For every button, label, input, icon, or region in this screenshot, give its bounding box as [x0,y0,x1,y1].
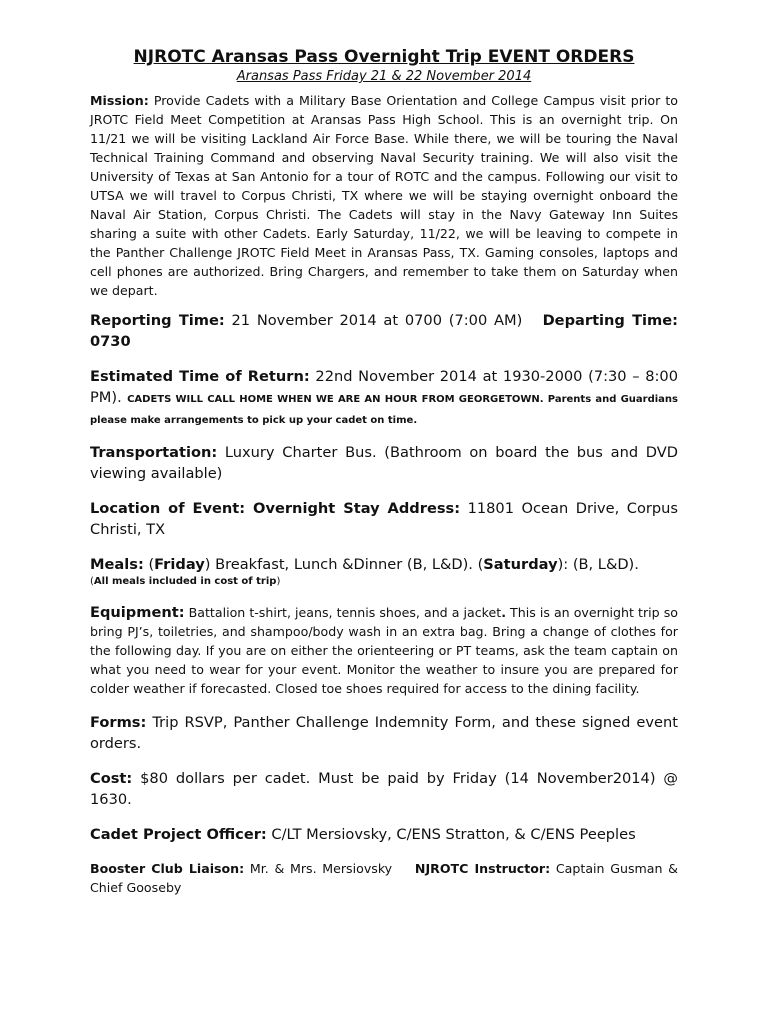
meals-saturday: Saturday [483,556,558,573]
forms-text: Trip RSVP, Panther Challenge Indemnity Form, and these signed event orders. [90,714,678,752]
instructor-text: Captain Gusman & Chief Gooseby [90,861,678,895]
transportation-text: Luxury Charter Bus. (Bathroom on board the bus and DVD viewing available) [90,444,678,482]
equipment-text1: Battalion t-shirt, jeans, tennis shoes, and a jacket [188,605,502,620]
equipment-section: Equipment: Battalion t-shirt, jeans, tennis shoes, and a jacket. This is an overnight trip so bring PJ’s, toiletries, and shampoo/body wash in an extra bag. Bring a change of clothes for the following day. If you are on either the orienteering or PT teams, ask the team captain on what you need to wear for your event. Monitor the weather to insure you are prepared for colder weather if forecasted. Closed toe shoes required for access to the dining facility. [90,604,678,696]
reporting-section [90,310,678,352]
cost-section [90,768,678,810]
booster-label: Booster Club Liaison: [90,861,245,876]
cost-label: Cost: [90,770,133,787]
contacts-section [90,859,678,897]
officer-text: C/LT Mersiovsky, C/ENS Stratton, & C/ENS Peeples [271,826,636,843]
return-text: 22nd November 2014 at 1930-2000 (7:30 – 8:00 PM). [90,368,679,406]
departing-label: Departing Time: [542,312,678,329]
return-label: Estimated Time of Return: [90,368,310,385]
meals-friday-text: ) Breakfast, Lunch &Dinner (B, L&D). ( [204,556,484,573]
location-label: Location of Event: Overnight Stay Address: [90,500,461,517]
transportation-section [90,442,678,484]
location-section [90,498,678,540]
reporting-text: 21 November 2014 at 0700 (7:00 AM) [231,312,523,329]
page-subtitle: Aransas Pass Friday 21 & 22 November 2014 [236,69,532,84]
document-body [90,46,678,897]
location-text: 11801 Ocean Drive, Corpus Christi, TX [90,500,679,538]
booster-text: Mr. & Mrs. Mersiovsky [249,861,393,876]
departing-value: 0730 [90,333,131,350]
forms-section [90,712,678,754]
equipment-text2: This is an overnight trip so bring PJ’s, toiletries, and shampoo/body wash in an extra bag. Bring a change of clothes for the following day. If you are on either the orienteering or PT teams, ask the team captain on what you need to wear for your event. Monitor the weather to insure you are prepared for colder weather if forecasted. Closed toe shoes required for access to the dining facility. [90,605,678,696]
meals-friday: Friday [154,556,205,573]
officer-section [90,824,678,845]
meals-section: Meals: (Friday) Breakfast, Lunch &Dinner (B, L&D). (Saturday): (B, L&D). (All meals included in cost of trip) [90,554,678,589]
transportation-label: Transportation: [90,444,218,461]
return-section [90,366,678,428]
mission-label: Mission: [90,93,149,108]
meals-label: Meals: [90,556,144,573]
mission-section [90,91,678,300]
reporting-label: Reporting Time: [90,312,225,329]
equipment-label: Equipment: [90,604,185,621]
mission-text: Provide Cadets with a Military Base Orientation and College Campus visit prior to JROTC Field Meet Competition at Aransas Pass High School. This is an overnight trip. On 11/21 we will be visiting Lackland Air Force Base. While there, we will be touring the Naval Technical Training Command and observing Naval Security training. We will also visit the University of Texas at San Antonio for a tour of ROTC and the campus. Following our visit to UTSA we will travel to Corpus Christi, TX where we will be staying overnight onboard the Naval Air Station, Corpus Christi. The Cadets will stay in the Navy Gateway Inn Suites sharing a suite with other Cadets. Early Saturday, 11/22, we will be leaving to compete in the Panther Challenge JROTC Field Meet in Aransas Pass, TX. Gaming consoles, laptops and cell phones are authorized. Bring Chargers, and remember to take them on Saturday when we depart. [90,93,678,298]
forms-label: Forms: [90,714,147,731]
cost-text: $80 dollars per cadet. Must be paid by Friday (14 November2014) @ 1630. [90,770,679,808]
meals-saturday-text: ): (B, L&D). [557,556,639,573]
officer-label: Cadet Project Officer: [90,826,267,843]
meals-note: (All meals included in cost of trip) [90,576,281,587]
return-note: CADETS WILL CALL HOME WHEN WE ARE AN HOUR FROM GEORGETOWN. Parents and Guardians please make arrangements to pick up your cadet on time. [90,394,678,426]
instructor-label: NJROTC Instructor: [414,861,551,876]
page-title: NJROTC Aransas Pass Overnight Trip EVENT ORDERS [133,47,635,67]
